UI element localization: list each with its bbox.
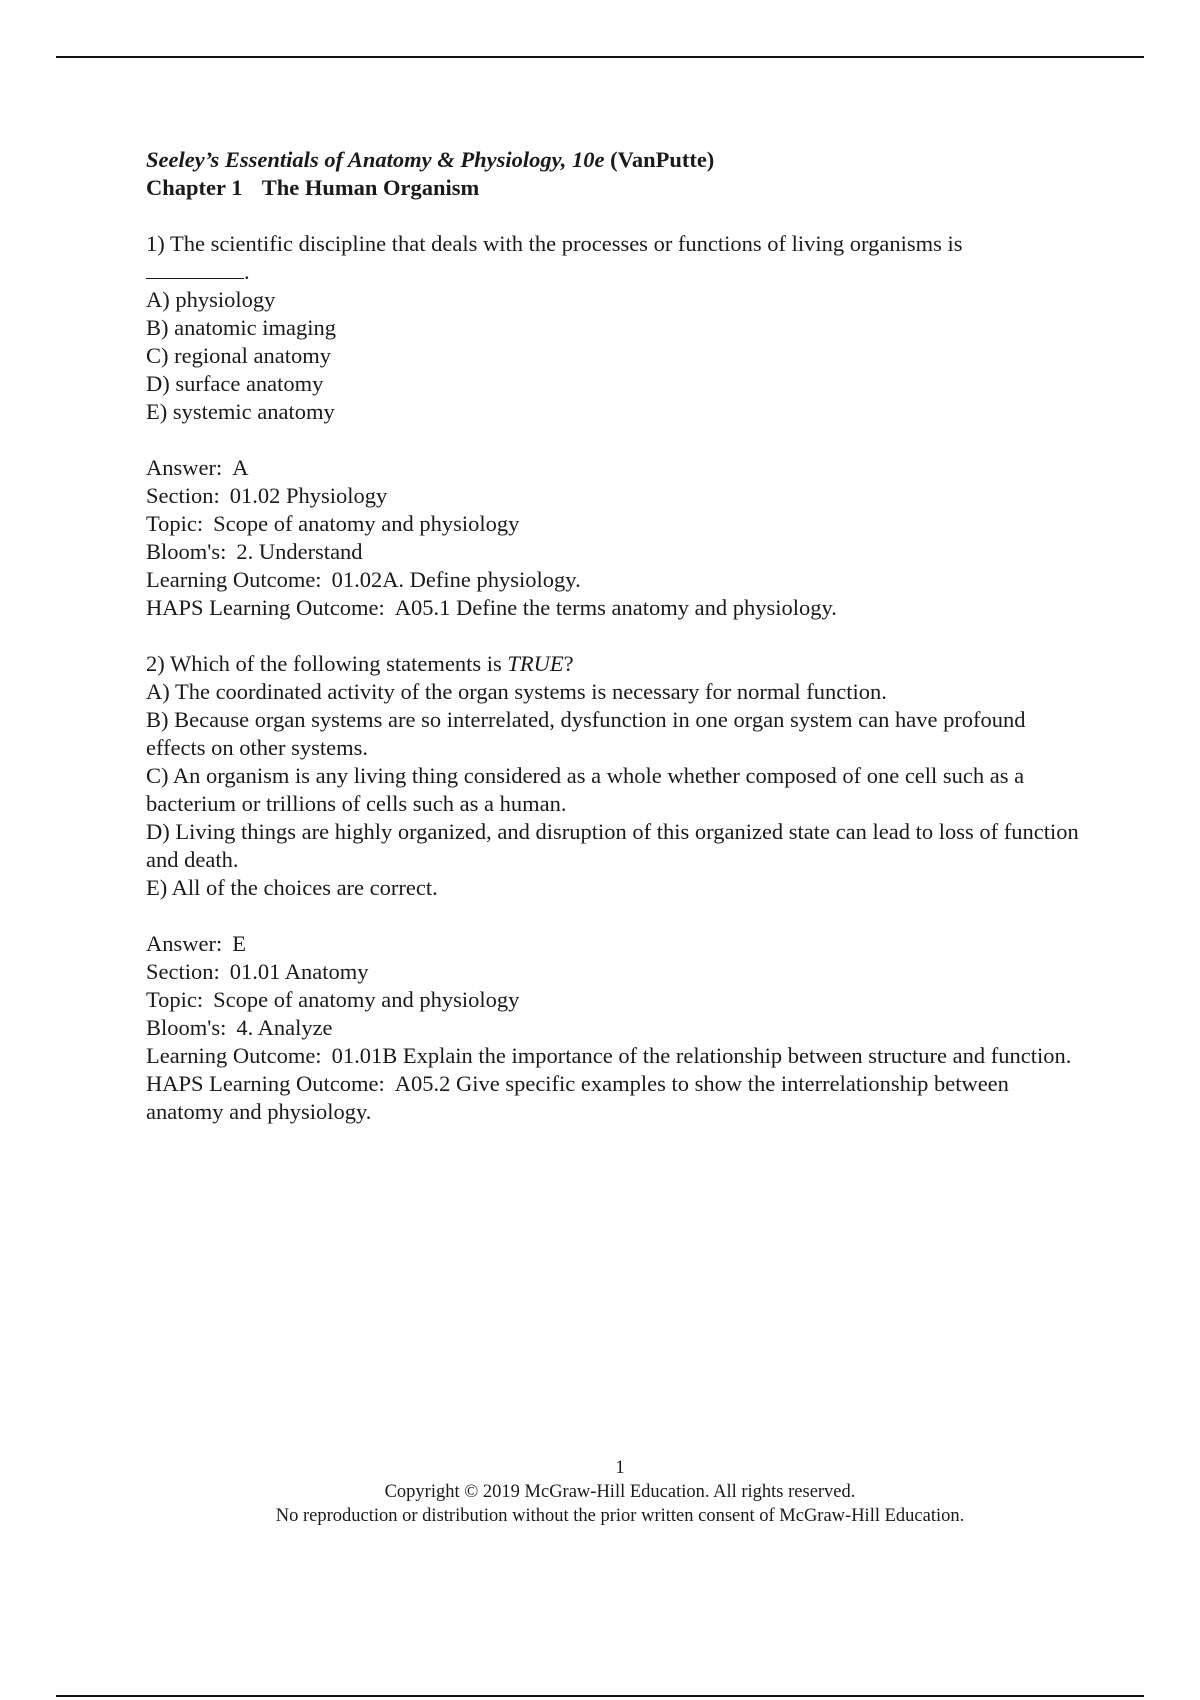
chapter-heading: [146, 174, 1086, 202]
question-2-haps-outcome: HAPS Learning Outcome: A05.2 Give specific examples to show the interrelationship between anatomy and physiology.: [146, 1071, 1009, 1124]
question-2-emphasis: TRUE: [507, 651, 564, 676]
question-2-learning-outcome: Learning Outcome: 01.01B Explain the importance of the relationship between structure and function.: [146, 1043, 1072, 1068]
question-1-choice-c: C) regional anatomy: [146, 343, 331, 368]
question-1-learning-outcome: Learning Outcome: 01.02A. Define physiology.: [146, 567, 581, 592]
question-1: [146, 230, 1086, 426]
question-1-topic: Topic: Scope of anatomy and physiology: [146, 511, 520, 536]
question-1-choice-d: D) surface anatomy: [146, 371, 324, 396]
question-1-choice-b: B) anatomic imaging: [146, 315, 336, 340]
question-2-stem: 2) Which of the following statements is TRUE?: [146, 651, 574, 676]
question-2-meta: [146, 930, 1086, 1126]
question-2-section: Section: 01.01 Anatomy: [146, 959, 369, 984]
question-1-answer: Answer: A: [146, 455, 249, 480]
page-footer: [0, 1456, 1200, 1528]
question-2-choice-e: E) All of the choices are correct.: [146, 875, 438, 900]
question-1-choice-e: E) systemic anatomy: [146, 399, 335, 424]
question-2-choice-b: B) Because organ systems are so interrelated, dysfunction in one organ system can have profound effects on other systems.: [146, 707, 1026, 760]
question-1-meta: [146, 454, 1086, 622]
question-2-blooms: Bloom's: 4. Analyze: [146, 1015, 333, 1040]
question-2-answer: Answer: E: [146, 931, 246, 956]
book-title-line: [146, 146, 1086, 174]
book-title: Seeley’s Essentials of Anatomy & Physiology, 10e: [146, 147, 605, 172]
chapter-label: Chapter 1: [146, 175, 243, 200]
question-2: [146, 650, 1086, 902]
answer-blank: [146, 258, 244, 279]
question-1-blooms: Bloom's: 2. Understand: [146, 539, 363, 564]
bottom-rule: [56, 1695, 1144, 1697]
reproduction-notice: No reproduction or distribution without the prior written consent of McGraw-Hill Education.: [275, 1506, 965, 1526]
page-content: [146, 146, 1086, 1126]
top-rule: [56, 56, 1144, 58]
question-2-topic: Topic: Scope of anatomy and physiology: [146, 987, 520, 1012]
page-number: 1: [615, 1458, 625, 1478]
question-2-choice-d: D) Living things are highly organized, and disruption of this organized state can lead to loss of function and death.: [146, 819, 1079, 872]
question-1-choice-a: A) physiology: [146, 287, 276, 312]
question-2-choice-a: A) The coordinated activity of the organ systems is necessary for normal function.: [146, 679, 887, 704]
question-1-stem: 1) The scientific discipline that deals with the processes or functions of living organisms is: [146, 231, 963, 256]
question-2-choice-c: C) An organism is any living thing considered as a whole whether composed of one cell such as a bacterium or trillions of cells such as a human.: [146, 763, 1025, 816]
question-1-haps-outcome: HAPS Learning Outcome: A05.1 Define the terms anatomy and physiology.: [146, 595, 837, 620]
question-1-section: Section: 01.02 Physiology: [146, 483, 388, 508]
chapter-title: The Human Organism: [261, 175, 480, 200]
book-author: (VanPutte): [610, 147, 715, 172]
question-1-blank-line: .: [146, 258, 1086, 286]
copyright-line: Copyright © 2019 McGraw-Hill Education. All rights reserved.: [384, 1482, 856, 1502]
